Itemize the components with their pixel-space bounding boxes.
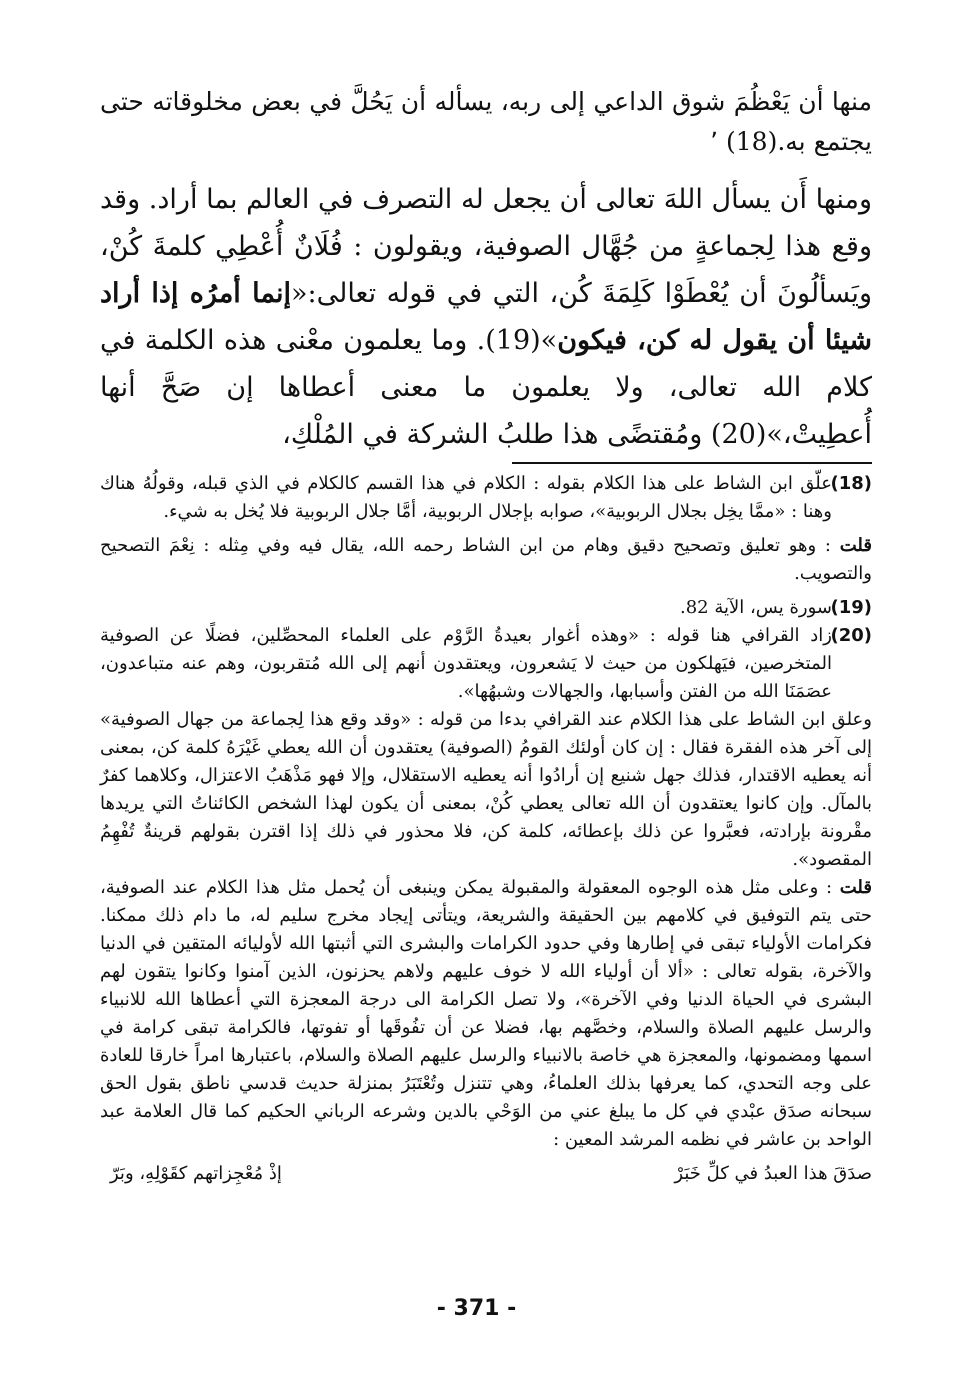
main-paragraph-2-part-b: »(19). وما يعلمون معْنى هذه الكلمة في كلام الله تعالى، ولا يعلمون ما معنى أعطاها إن صَحَّ أنها أُعطِيتْ،»(20) ومُقتضًى هذا طلبُ الشركة في المُلْكِ، [100,325,872,450]
quran-quote: إنما أمرُه إذا أراد شيئا أن يقول له كن، فيكون [100,278,872,356]
verse-hemistich-right: صدَقَ هذا العبدُ في كلِّ خَبَرْ [674,1163,872,1184]
footnote-separator [512,462,872,464]
ibn-shat-commentary: وعلق ابن الشاط على هذا الكلام عند القرافي بدءا من قوله : «وقد وقع هذا لِجماعة من جهال الصوفية» إلى آخر هذه الفقرة فقال : إن كان أولئك القومُ (الصوفية) يعتقدون أن الله يعطي غَيْرَهُ كلمة كن، بمعنى أنه يعطيه الاقتدار، فذلك جهل شنيع إن أرادُوا أنه يعطيه الاستقلال، وإلا فهو مَذْهَبُ الاعتزال، وكلاهما كفرٌ بالمآل. وإن كانوا يعتقدون أن الله تعالى يعطي كُنْ، بمعنى أن يكون لهذا الشخص الكائناتُ التي يريدها مقْرونة بإرادته، فعبَّروا عن ذلك بإعطائه، كلمة كن، فلا محذور في ذلك إذا اقترن بقولهم قرينةٌ تُفْهِمُ المقصود». [100,709,872,870]
qalt-text: : وهو تعليق وتصحيح دقيق وهام من ابن الشاط رحمه الله، يقال فيه وفي مِثله : نِعْمَ التصحيح والتصويب. [100,535,872,584]
footnote-number: (19) [830,597,872,618]
qalt-label: قلت [839,535,872,556]
footnote-20 [100,622,872,706]
main-paragraph-2 [100,176,872,458]
footnote-text: زاد القرافي هنا قوله : «وهذه أغوار بعيدةُ الرَّوْم على العلماء المحصِّلين، فضلًا عن الصوفية المتخرصين، فيَهلكون من حيث لا يَشعرون، ويعتقدون أنهم إلى الله مُتقربون، وهم عنه متباعدون، عصَمَنَا الله من الفتن وأسبابها، والجهالات وشبهُها». [100,625,832,702]
main-paragraph-2-part-a: ومنها أَن يسأل اللهَ تعالى أن يجعل له التصرف في العالم بما أراد. وقد وقع هذا لِجماعةٍ من جُهَّال الصوفية، ويقولون : فُلَانٌ أُعْطِي كلمةَ كُنْ، ويَسألُونَ أن يُعْطَوْا كَلِمَةَ كُن، التي في قوله تعالى:« [100,184,872,309]
poem-verse [100,1160,872,1188]
footnotes [100,470,872,1188]
footnote-18 [100,470,872,526]
footnote-19 [100,594,872,622]
footnote-text: علّق ابن الشاط على هذا الكلام بقوله : الكلام في هذا القسم كالكلام في الذي قبله، وقولُهُ هناك وهنا : «ممَّا يخِل بجلال الربوبية»، صوابه بإجلال الربوبية، أمَّا جلال الربوبية فلا يُخل به شيء. [100,473,833,522]
qalt-text: : وعلى مثل هذه الوجوه المعقولة والمقبولة يمكن وينبغى أن يُحمل مثل هذا الكلام عند الصوفية، حتى يتم التوفيق في كلامهم بين الحقيقة والشريعة، ويتأتى إيجاد مخرج سليم له، ما دام ذلك ممكنا. فكرامات الأولياء تبقى في إطارها وفي حدود الكرامات والبشرى التي أثبتها الله لأوليائه المتقين في الدنيا والآخرة، بقوله تعالى : «ألا أن أولياء الله لا خوف عليهم ولاهم يحزنون، الذين آمنوا وكانوا يتقون لهم البشرى في الحياة الدنيا وفي الآخرة»، ولا تصل الكرامة الى درجة المعجزة التي أعطاها الله للانبياء والرسل عليهم الصلاة والسلام، وخصَّهم بها، فضلا عن أن تفُوقَها أو تفوتها، فالكرامة تبقى كرامة في اسمها ومضمونها، والمعجزة هي خاصة بالانبياء والرسل عليهم الصلاة والسلام، باعتبارها امراً خارقا للعادة على وجه التحدي، كما يعرفها بذلك العلماءُ، وهي تتنزل وتُعْتَبَرُ بمنزلة حديث قدسي ناطق بقول الحق سبحانه صدَق عبْدي في كل ما يبلغ عني من الوَحْي بالدين وشرعه الرباني الحكيم كما قال العلامة عبد الواحد بن عاشر في نظمه المرشد المعين : [100,877,872,1150]
footnote-number: (18) [830,473,872,494]
qalt-label: قلت [839,877,872,898]
footnote-text: سورة يس، الآية 82. [679,597,832,618]
verse-hemistich-left: إذْ مُعْجِزاتهم كقَوْلِهِ، وبَرّ [110,1163,282,1184]
footnote-number: (20) [830,625,872,646]
page-number: - 371 - [436,1296,517,1321]
qalt-note-2 [100,874,872,1154]
main-paragraph-1: منها أن يَعْظُمَ شوق الداعي إلى ربه، يسأله أن يَحُلَّ في بعض مخلوقاته حتى يجتمع به.(18) ٬ [100,87,872,156]
qalt-note-1 [100,532,872,588]
page-content [100,82,872,1188]
